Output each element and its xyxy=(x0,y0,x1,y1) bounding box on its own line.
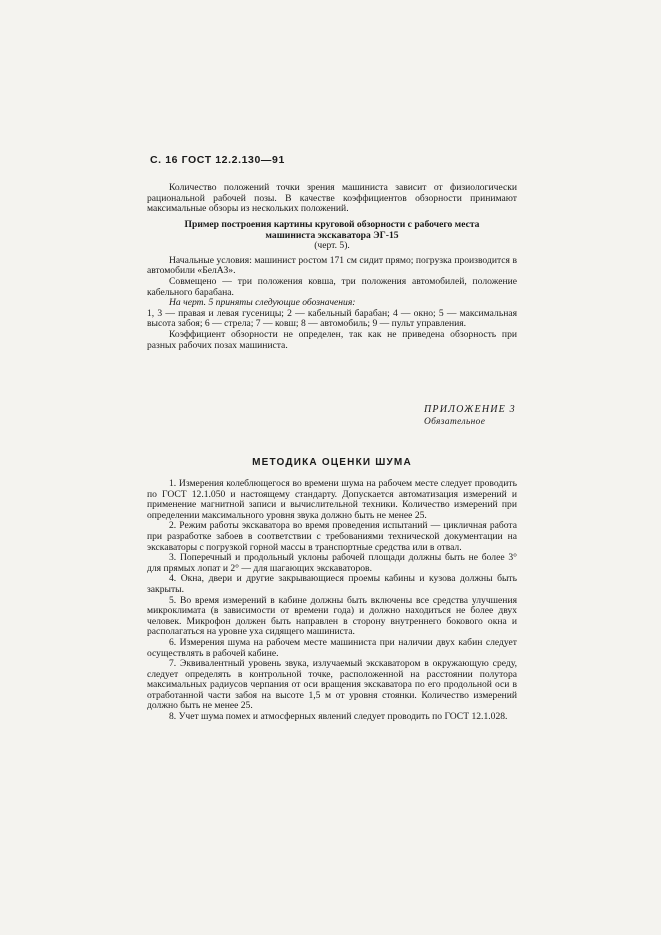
method-item: 4. Окна, двери и другие закрывающиеся проемы кабины и кузова должны быть закрыты. xyxy=(147,573,517,595)
example-paragraph-legend-intro: На черт. 5 приняты следующие обозначения: xyxy=(169,297,356,309)
example-paragraph-combined: Совмещено — три положения ковша, три положения автомобилей, положение кабельного барабана. xyxy=(147,275,517,298)
example-section xyxy=(147,220,517,351)
method-item: 1. Измерения колеблющегося во времени шума на рабочем месте следует проводить по ГОСТ 12.1.050 и настоящему стандарту. Допускается автоматизация измерений и применение магнитной записи и вычислительной техники. Количество измерений при определении максимального уровня звука должно быть не менее 25. xyxy=(147,478,517,521)
example-drawing-ref: (черт. 5). xyxy=(314,240,350,252)
method-item: 6. Измерения шума на рабочем месте машиниста при наличии двух кабин следует осуществлять в рабочей кабине. xyxy=(147,636,517,659)
method-title: МЕТОДИКА ОЦЕНКИ ШУМА xyxy=(252,457,412,468)
intro-section xyxy=(147,183,517,215)
appendix-label-block xyxy=(424,403,516,429)
method-item: 8. Учет шума помех и атмосферных явлений следует проводить по ГОСТ 12.1.028. xyxy=(169,711,508,723)
method-item: 3. Поперечный и продольный уклоны рабочей площади должны быть не более 3° для прямых лопат и 2° — для шагающих экскаваторов. xyxy=(147,552,517,574)
appendix-label: ПРИЛОЖЕНИЕ 3 xyxy=(424,404,516,415)
method-item: 7. Эквивалентный уровень звука, излучаемый экскаватором в окружающую среду, следует определять в контрольной точке, расположенной на расстоянии полутора максимальных радиусов черпания от оси вращения экскаватора по его продольной оси в отработанной части забоя на высоте 1,5 м от уровня стоянки. Количество измерений должно быть не менее 25. xyxy=(147,658,517,712)
example-title-line1: Пример построения картины круговой обзорности с рабочего места xyxy=(184,219,480,230)
example-title-line2: машиниста экскаватора ЭГ-15 xyxy=(265,229,399,241)
method-section xyxy=(147,479,517,723)
example-paragraph-coefficient: Коэффициент обзорности не определен, так как не приведена обзорность при разных рабочих позах машиниста. xyxy=(147,328,517,351)
intro-paragraph: Количество положений точки зрения машиниста зависит от физиологически рациональной рабочей позы. В качестве коэффициентов обзорности принимают максимальные обзоры из нескольких положений. xyxy=(147,182,517,215)
example-paragraph-legend: 1, 3 — правая и левая гусеницы; 2 — кабельный барабан; 4 — окно; 5 — максимальная высота забоя; 6 — стрела; 7 — ковш; 8 — автомобиль; 9 — пульт управления. xyxy=(147,307,517,330)
method-item: 2. Режим работы экскаватора во время проведения испытаний — цикличная работа при разработке забоев в соответствии с требованиями технической документации на экскаваторы с погрузкой горной массы в транспортные средства или в отвал. xyxy=(147,520,517,553)
appendix-status: Обязательное xyxy=(424,417,486,427)
page-header: С. 16 ГОСТ 12.2.130—91 xyxy=(150,154,285,166)
example-paragraph-conditions: Начальные условия: машинист ростом 171 см сидит прямо; погрузка производится в автомобили «БелАЗ». xyxy=(147,254,517,277)
method-item: 5. Во время измерений в кабине должны быть включены все средства улучшения микроклимата (в зависимости от времени года) и должно находиться не более двух человек. Микрофон должен быть направлен в сторону внутреннего бокового окна и располагаться на уровне уха сидящего машиниста. xyxy=(147,594,517,638)
